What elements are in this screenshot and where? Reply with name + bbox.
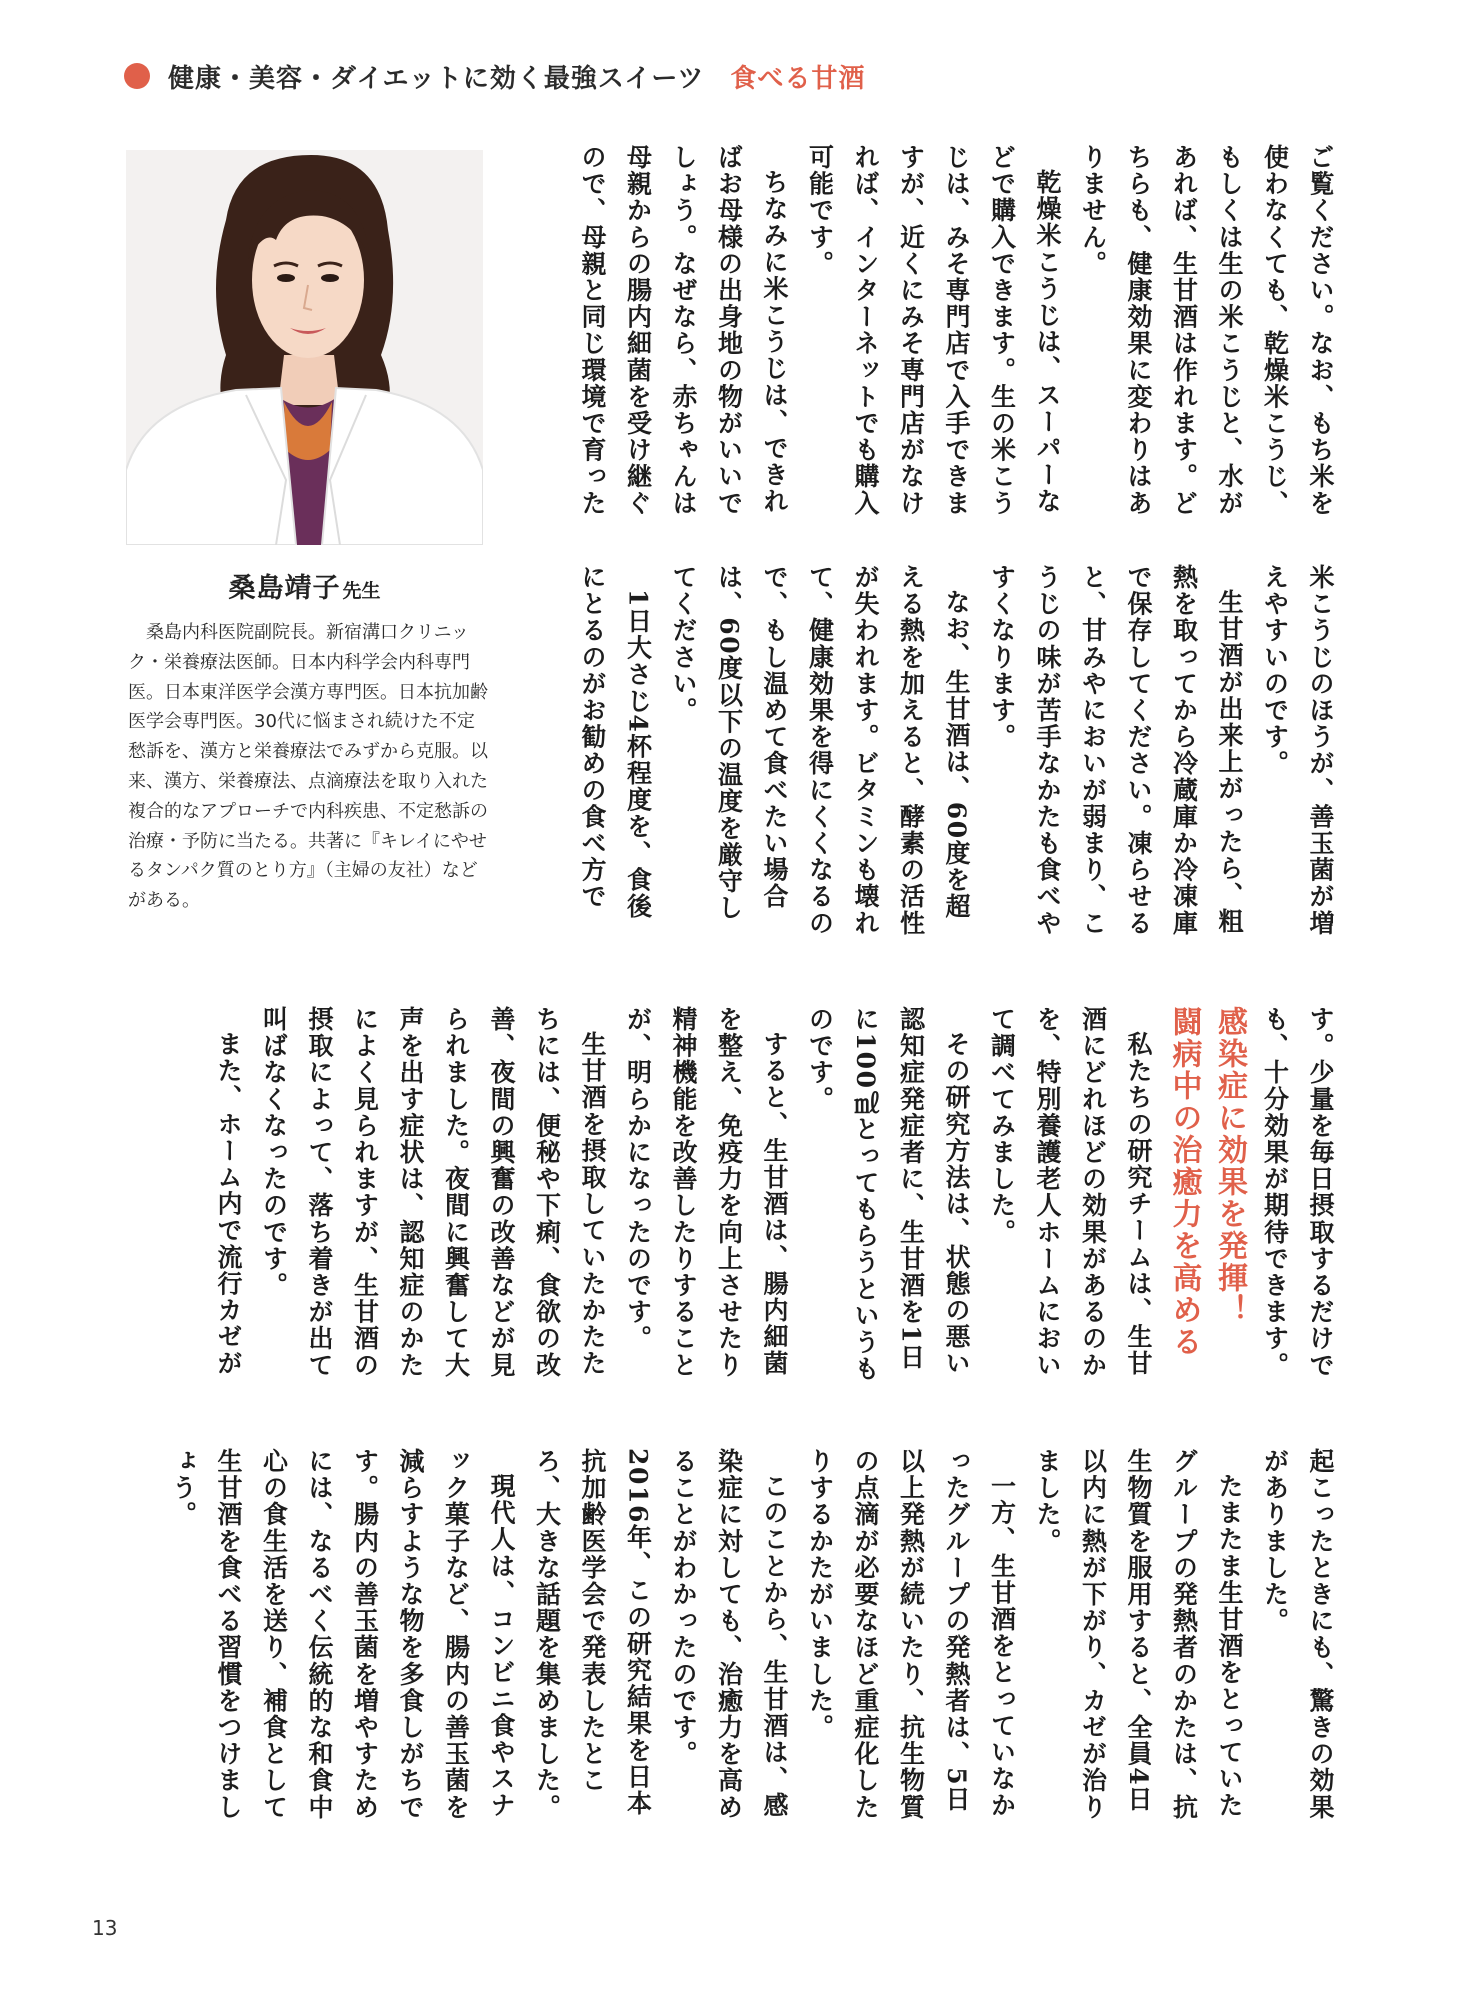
article-block-1 — [578, 144, 1343, 524]
paragraph: ちなみに米こうじは、できればお母様の出身地の物がいいでしょう。なぜなら、赤ちゃんは母親からの腸内細菌を受け継ぐので、母親と同じ環境で育った — [578, 144, 789, 517]
paragraph: す。少量を毎日摂取するだけでも、十分効果が期待できます。 — [1260, 1006, 1335, 1379]
paragraph: 米こうじのほうが、善玉菌が増えやすいのです。 — [1260, 564, 1335, 937]
doctor-photo — [126, 150, 483, 545]
doctor-name-block — [126, 566, 483, 605]
doctor-name: 桑島靖子 — [228, 573, 341, 604]
section-heading-line-1: 感染症に効果を発揮！ — [1212, 1006, 1247, 1326]
paragraph: 生甘酒が出来上がったら、粗熱を取ってから冷蔵庫か冷凍庫で保存してください。凍らせると、甘みやにおいが弱まり、こうじの味が苦手なかたも食べやすくなります。 — [987, 564, 1244, 937]
doctor-bio-text: 桑島内科医院副院長。新宿溝口クリニック・栄養療法医師。日本内科学会内科専門医。日本東洋医学会漢方専門医。日本抗加齢医学会専門医。30代に悩まされ続けた不定愁訴を、漢方と栄養療法でみずから克服。以来、漢方、栄養療法、点滴療法を取り入れた複合的なアプローチで内科疾患、不定愁訴の治療・予防に当たる。共著に『キレイにやせるタンパク質のとり方』（主婦の友社）などがある。 — [128, 622, 488, 912]
section-heading — [1161, 1006, 1252, 1386]
doctor-bio — [128, 618, 490, 916]
paragraph: このことから、生甘酒は、感染症に対しても、治癒力を高めることがわかったのです。2016年、この研究結果を日本抗加齢医学会で発表したところ、大きな話題を集めました。 — [532, 1448, 789, 1821]
article-block-4 — [163, 1448, 1343, 1828]
header-title: 健康・美容・ダイエットに効く最強スイーツ — [168, 63, 705, 94]
page-header — [124, 56, 865, 96]
paragraph: 一方、生甘酒をとっていなかったグループの発熱者は、5日以上発熱が続いたり、抗生物質の点滴が必要なほど重症化したりするかたがいました。 — [805, 1448, 1017, 1821]
paragraph: なお、生甘酒は、60度を超える熱を加えると、酵素の活性が失われます。ビタミンも壊れて、健康効果を得にくくなるので、もし温めて食べたい場合は、60度以下の温度を厳守してください。 — [669, 564, 971, 937]
paragraph: ご覧ください。なお、もち米を使わなくても、乾燥米こうじ、もしくは生の米こうじと、水があれば、生甘酒は作れます。どちらも、健康効果に変わりはありません。 — [1078, 144, 1335, 517]
paragraph: 現代人は、コンビニ食やスナック菓子など、腸内の善玉菌を減らすような物を多食しがちです。腸内の善玉菌を増やすためには、なるべく伝統的な和食中心の食生活を送り、補食として生甘酒を食べる習慣をつけましょう。 — [168, 1448, 516, 1821]
section-heading-line-2: 闘病中の治癒力を高める — [1166, 1006, 1202, 1358]
bullet-dot-icon — [124, 63, 150, 89]
paragraph: 1日大さじ4杯程度を、食後にとるのがお勧めの食べ方で — [578, 564, 653, 920]
paragraph: 私たちの研究チームは、生甘酒にどれほどの効果があるのかを、特別養護老人ホームにおいて調べてみました。 — [987, 1006, 1153, 1379]
page-number: 13 — [92, 1916, 118, 1940]
paragraph: 乾燥米こうじは、スーパーなどで購入できます。生の米こうじは、みそ専門店で入手できますが、近くにみそ専門店がなければ、インターネットでも購入可能です。 — [805, 144, 1062, 517]
paragraph: 起こったときにも、驚きの効果がありました。 — [1260, 1448, 1335, 1821]
paragraph: また、ホーム内で流行カゼが — [214, 1031, 243, 1377]
doctor-portrait-icon — [126, 150, 483, 545]
paragraph: 生甘酒を摂取していたかたたちには、便秘や下痢、食欲の改善、夜間の興奮の改善などが見られました。夜間に興奮して大声を出す症状は、認知症のかたによく見られますが、生甘酒の摂取によって、落ち着きが出て叫ばなくなったのです。 — [259, 1006, 607, 1379]
paragraph: たまたま生甘酒をとっていたグループの発熱者のかたは、抗生物質を服用すると、全員4日以内に熱が下がり、カゼが治りました。 — [1033, 1448, 1244, 1821]
article-block-2 — [578, 564, 1343, 944]
paragraph: すると、生甘酒は、腸内細菌を整え、免疫力を向上させたり精神機能を改善したりすることが、明らかになったのです。 — [623, 1006, 789, 1379]
doctor-title-suffix: 先生 — [342, 580, 381, 602]
paragraph: その研究方法は、状態の悪い認知症発症者に、生甘酒を1日に100㎖とってもらうというものです。 — [805, 1006, 971, 1383]
header-subtitle: 食べる甘酒 — [730, 63, 866, 94]
article-block-3 — [163, 1006, 1343, 1386]
